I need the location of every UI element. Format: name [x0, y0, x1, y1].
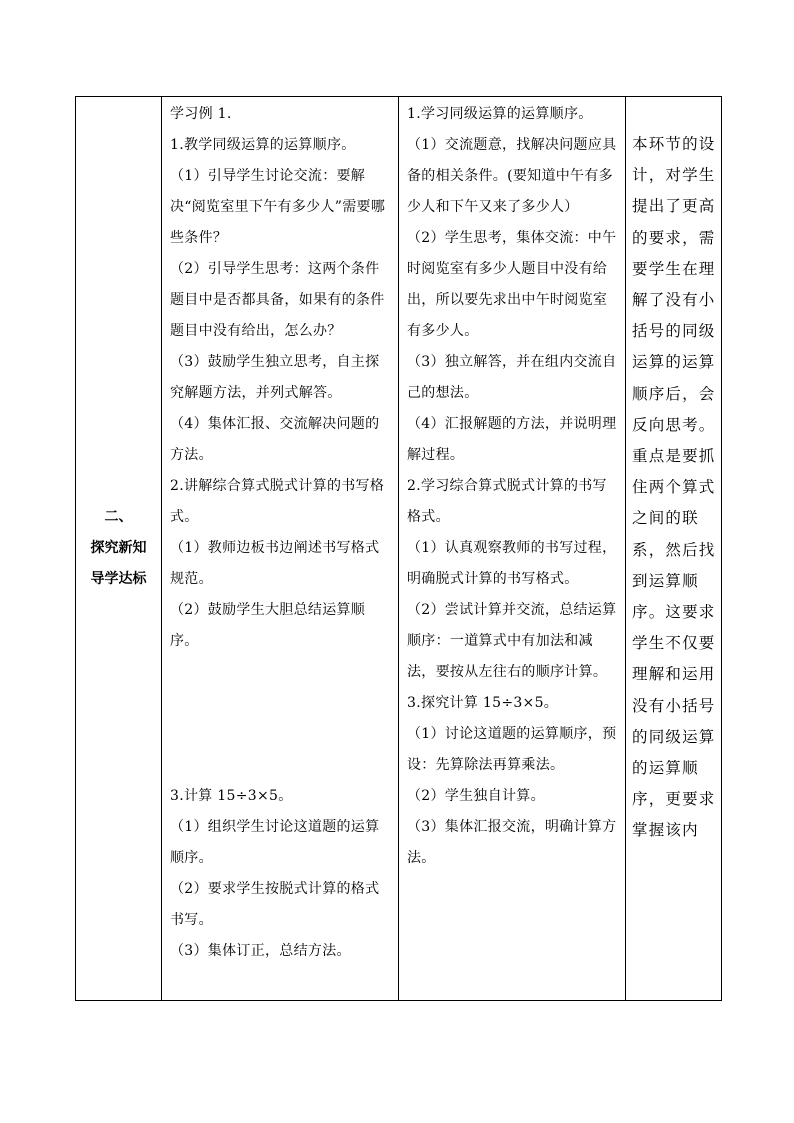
student-activities-cell — [399, 97, 626, 1001]
paragraph: （2）学生思考，集体交流：中午时阅览室有多少人题目中没有给出，所以要先求出中午时阅览室有多少人。 — [407, 230, 617, 339]
paragraph: （4）集体汇报、交流解决问题的方法。 — [170, 416, 380, 463]
paragraph: （3）独立解答，并在组内交流自己的想法。 — [407, 354, 617, 401]
paragraph: （3）鼓励学生独立思考，自主探究解题方法，并列式解答。 — [170, 354, 380, 401]
paragraph: （1）引导学生讨论交流：要解决“阅览室里下午有多少人”需要哪些条件？ — [170, 168, 386, 246]
teacher-activities-text — [162, 97, 398, 967]
paragraph: （2）尝试计算并交流，总结运算顺序：一道算式中有加法和减法，要按从左往右的顺序计算。 — [407, 602, 617, 680]
stage-label-cell — [76, 97, 162, 1001]
stage-number: 二、 — [104, 509, 133, 525]
paragraph: （1）认真观察教师的书写过程，明确脱式计算的书写格式。 — [407, 540, 617, 587]
paragraph: （1）组织学生讨论这道题的运算顺序。 — [170, 819, 380, 866]
paragraph: （1）讨论这道题的运算顺序，预设：先算除法再算乘法。 — [407, 726, 617, 773]
student-activities-text — [399, 97, 625, 874]
paragraph: 3.计算 15÷3×5。 — [170, 788, 293, 804]
paragraph: （3）集体汇报交流，明确计算方法。 — [407, 819, 617, 866]
paragraph: 1.教学同级运算的运算顺序。 — [170, 137, 356, 153]
paragraph: （4）汇报解题的方法，并说明理解过程。 — [407, 416, 617, 463]
design-intent-text: 本环节的设计，对学生提出了更高的要求，需要学生在理解了没有小括号的同级运算的运算顺序后，会反向思考。重点是要抓住两个算式之间的联系，然后找到运算顺序。这要求学生不仅要理解和运用没有小括号的同级运算的运算顺序，更要求掌握该内 — [632, 135, 716, 840]
paragraph: （2）鼓励学生大胆总结运算顺序。 — [170, 602, 366, 649]
table-row — [76, 97, 722, 1001]
paragraph: 3.探究计算 15÷3×5。 — [407, 695, 559, 711]
paragraph: （1）交流题意，找解决问题应具备的相关条件。(要知道中午有多少人和下午又来了多少人） — [407, 137, 617, 215]
paragraph: 学习例 1. — [170, 106, 232, 122]
paragraph: 1.学习同级运算的运算顺序。 — [407, 106, 593, 122]
paragraph: （3）集体订正，总结方法。 — [170, 943, 351, 959]
paragraph: （1）教师边板书边阐述书写格式规范。 — [170, 540, 380, 587]
teacher-activities-cell — [162, 97, 399, 1001]
paragraph: 2.学习综合算式脱式计算的书写格式。 — [407, 478, 607, 525]
spacer — [170, 657, 392, 781]
paragraph: （2）学生独自计算。 — [407, 788, 545, 804]
stage-title-line1: 探究新知 — [90, 540, 147, 556]
paragraph: （2）引导学生思考：这两个条件题目中是否都具备，如果有的条件题目中没有给出，怎么办？ — [170, 261, 385, 339]
design-intent-cell — [626, 97, 722, 1001]
paragraph: 2.讲解综合算式脱式计算的书写格式。 — [170, 478, 385, 525]
stage-title-line2: 导学达标 — [90, 571, 147, 587]
paragraph: （2）要求学生按脱式计算的格式书写。 — [170, 881, 380, 928]
lesson-plan-table — [75, 96, 722, 1001]
